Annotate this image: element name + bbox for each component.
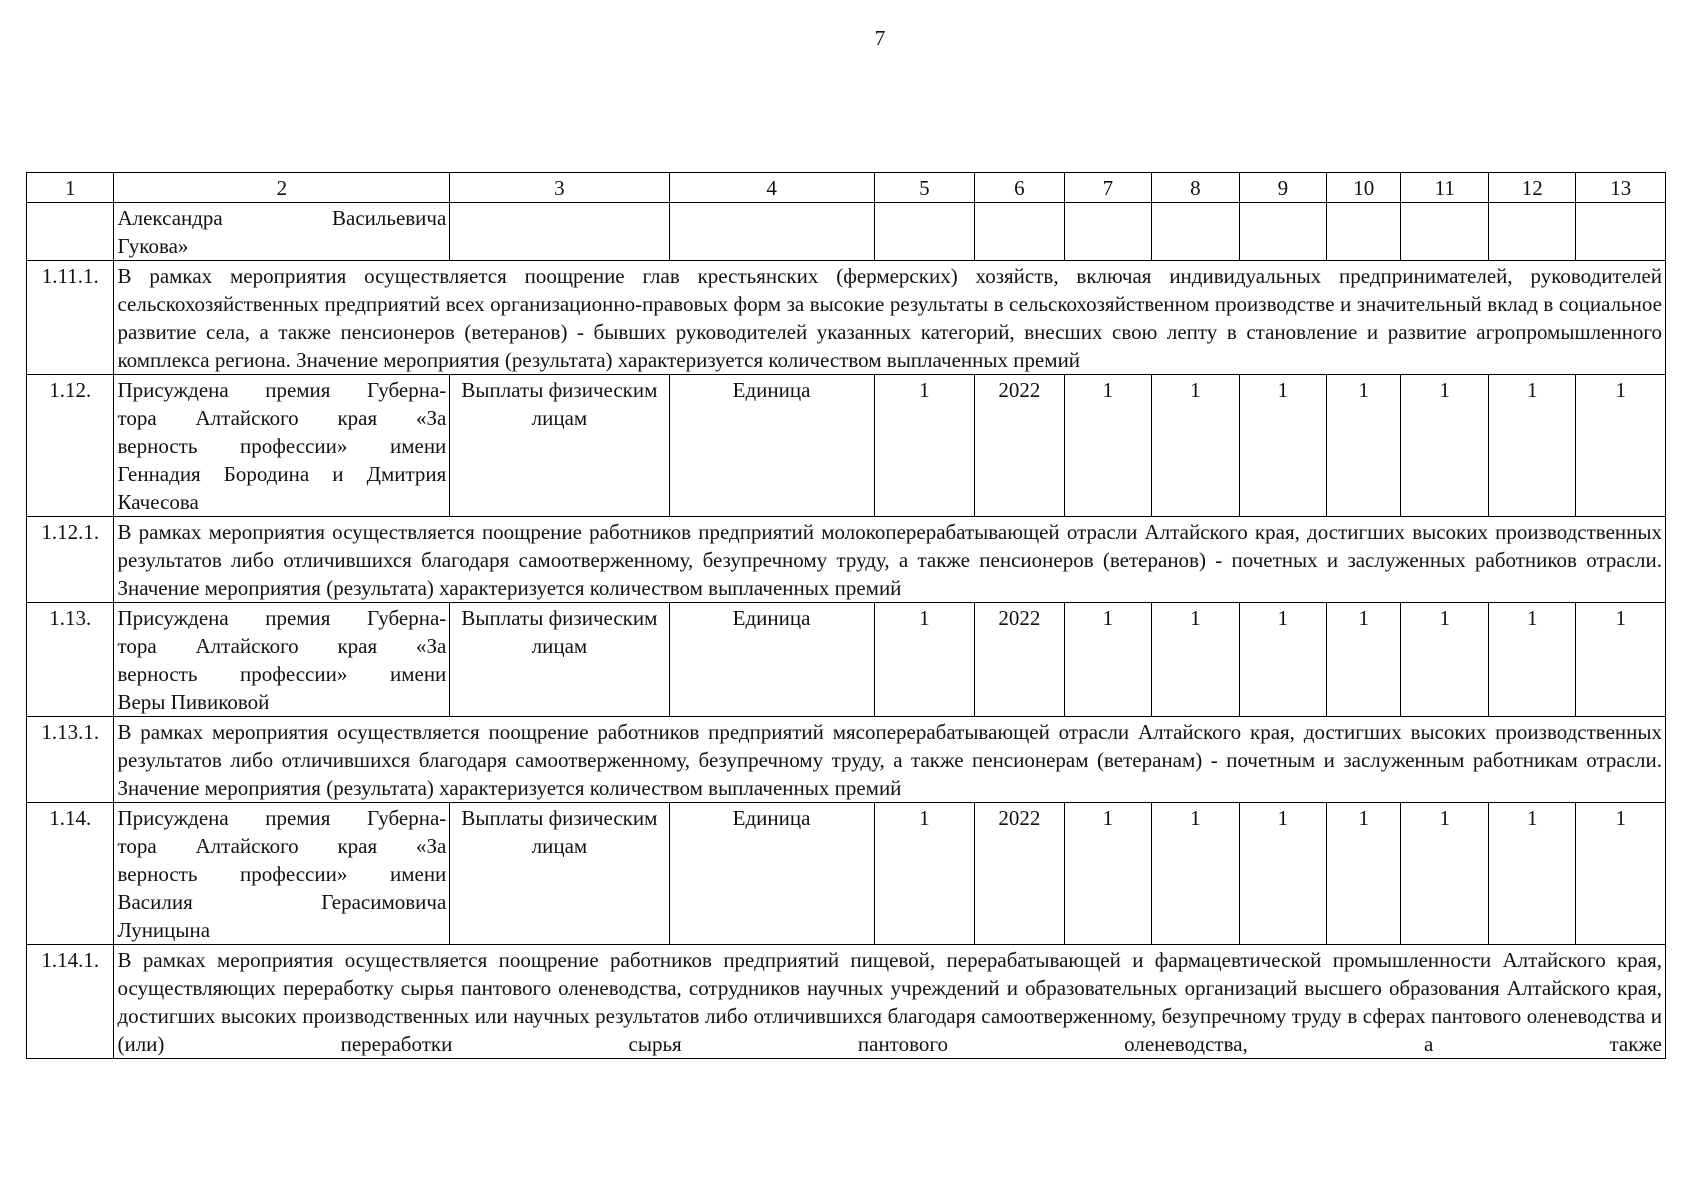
value-cell: 1 [1576,375,1666,517]
value-cell: 1 [1152,603,1239,717]
indicator-name-cell [114,603,450,717]
unit-cell: Единица [669,803,874,945]
value-cell: 1 [1152,375,1239,517]
value-cell: 1 [1239,375,1326,517]
year-cell: 2022 [975,603,1064,717]
name-line: верность профессии» имени [117,434,447,458]
name-line: Качесова [117,490,199,514]
table-row-continuation [27,203,1666,261]
value-cell: 1 [1064,375,1151,517]
header-cell: 7 [1064,173,1151,203]
name-line: верность профессии» имени [117,662,447,686]
description-row-1-14-1 [27,945,1666,1059]
header-cell: 1 [27,173,114,203]
header-cell: 10 [1327,173,1401,203]
indicator-name-cell [114,375,450,517]
description-row-1-11-1 [27,261,1666,375]
type-cell: Выплаты физическим лицам [450,803,669,945]
type-cell: Выплаты физическим лицам [450,603,669,717]
empty-cell [1152,203,1239,261]
base-value-cell: 1 [874,603,975,717]
description-text: В рамках мероприятия осуществляется поощрение работников предприятий пищевой, перерабатывающей и фармацевтической промышленности Алтайского края, осуществляющих переработку сырья пантового оленеводства, сотрудников научных учреждений и образовательных организаций высшего образования Алтайского края, достигших высоких производственных или научных результатов либо отличившихся благодаря самоотверженному, безупречному труду в сферах пантового оленеводства и (или) переработки сырья пантового оленеводства, а также [114,945,1666,1059]
value-cell: 1 [1239,803,1326,945]
type-cell: Выплаты физическим лицам [450,375,669,517]
name-line: Геннадия Бородина и Дмитрия [117,462,447,486]
header-cell: 4 [669,173,874,203]
value-cell: 1 [1152,803,1239,945]
header-cell: 11 [1401,173,1488,203]
empty-cell [1064,203,1151,261]
name-line: Веры Пивиковой [117,690,270,714]
name-line: тора Алтайского края «За [117,634,447,658]
value-cell: 1 [1488,375,1575,517]
row-number-cell: 1.12.1. [27,517,114,603]
value-cell: 1 [1576,803,1666,945]
page-number: 7 [874,26,886,50]
row-number-cell: 1.12. [27,375,114,517]
row-number-cell: 1.11.1. [27,261,114,375]
empty-cell [1401,203,1488,261]
row-number-cell: 1.13. [27,603,114,717]
value-cell: 1 [1401,803,1488,945]
value-cell: 1 [1064,803,1151,945]
description-row-1-13-1 [27,717,1666,803]
header-cell: 6 [975,173,1064,203]
description-text: В рамках мероприятия осуществляется поощрение работников предприятий мясоперерабатывающей отрасли Алтайского края, достигших высоких производственных результатов либо отличившихся благодаря самоотверженному, безупречному труду, а также пенсионерам (ветеранам) - почетным и заслуженным работникам отрасли. Значение мероприятия (результата) характеризуется количеством выплаченных премий [114,717,1666,803]
value-cell: 1 [1064,603,1151,717]
table-row-1-13 [27,603,1666,717]
indicator-name-cell [114,203,450,261]
empty-cell [450,203,669,261]
indicator-name-cell [114,803,450,945]
header-cell: 8 [1152,173,1239,203]
empty-cell [975,203,1064,261]
description-row-1-12-1 [27,517,1666,603]
row-number-cell: 1.13.1. [27,717,114,803]
name-line: Александра Васильевича [117,206,447,230]
name-line: Присуждена премия Губерна- [117,378,447,402]
header-cell: 3 [450,173,669,203]
value-cell: 1 [1401,603,1488,717]
unit-cell: Единица [669,603,874,717]
value-cell: 1 [1327,375,1401,517]
value-cell: 1 [1327,603,1401,717]
empty-cell [874,203,975,261]
unit-cell: Единица [669,375,874,517]
base-value-cell: 1 [874,803,975,945]
value-cell: 1 [1488,603,1575,717]
year-cell: 2022 [975,375,1064,517]
year-cell: 2022 [975,803,1064,945]
name-line: Луницына [117,918,211,942]
header-cell: 13 [1576,173,1666,203]
header-cell: 5 [874,173,975,203]
empty-cell [669,203,874,261]
value-cell: 1 [1488,803,1575,945]
table-row-1-14 [27,803,1666,945]
name-line: тора Алтайского края «За [117,834,447,858]
name-line: Присуждена премия Губерна- [117,806,447,830]
name-line: верность профессии» имени [117,862,447,886]
value-cell: 1 [1327,803,1401,945]
name-line: Присуждена премия Губерна- [117,606,447,630]
header-row [27,173,1666,203]
row-number-cell [27,203,114,261]
row-number-cell: 1.14.1. [27,945,114,1059]
description-text: В рамках мероприятия осуществляется поощрение работников предприятий молокоперерабатывающей отрасли Алтайского края, достигших высоких производственных результатов либо отличившихся благодаря самоотверженному, безупречному труду, а также пенсионеров (ветеранов) - почетных и заслуженных работников отрасли. Значение мероприятия (результата) характеризуется количеством выплаченных премий [114,517,1666,603]
empty-cell [1488,203,1575,261]
value-cell: 1 [1239,603,1326,717]
table-row-1-12 [27,375,1666,517]
empty-cell [1576,203,1666,261]
empty-cell [1327,203,1401,261]
empty-cell [1239,203,1326,261]
base-value-cell: 1 [874,375,975,517]
header-cell: 9 [1239,173,1326,203]
header-cell: 2 [114,173,450,203]
value-cell: 1 [1576,603,1666,717]
value-cell: 1 [1401,375,1488,517]
row-number-cell: 1.14. [27,803,114,945]
name-line: тора Алтайского края «За [117,406,447,430]
name-line: Василия Герасимовича [117,890,447,914]
description-text: В рамках мероприятия осуществляется поощрение глав крестьянских (фермерских) хозяйств, включая индивидуальных предпринимателей, руководителей сельскохозяйственных предприятий всех организационно-правовых форм за высокие результаты в сельскохозяйственном производстве и значительный вклад в социальное развитие села, а также пенсионеров (ветеранов) - бывших руководителей указанных категорий, внесших свою лепту в становление и развитие агропромышленного комплекса региона. Значение мероприятия (результата) характеризуется количеством выплаченных премий [114,261,1666,375]
indicators-table [26,172,1666,1059]
name-line: Гукова» [117,234,189,258]
header-cell: 12 [1488,173,1575,203]
